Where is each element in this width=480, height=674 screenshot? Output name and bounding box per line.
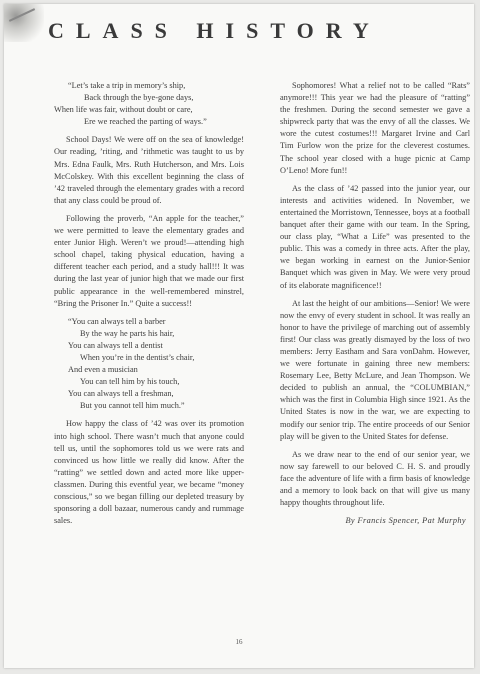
paragraph: How happy the class of ’42 was over its promotion into high school. There wasn’t much that anyone could tell us, until the sophomores told us we were rats and convinced us how little we really did know. After the “ratting” we settled down and acted more like upper-classmen. During this eventful year, we became “money conscious,” so we began filling our depleted treasury by sponsoring a doll bazaar, numerous candy and rummage sales. bbox=[54, 419, 244, 526]
poem-line: But you cannot tell him much.” bbox=[80, 401, 185, 411]
page-title: CLASS HISTORY bbox=[48, 18, 381, 43]
paragraph: School Days! We were off on the sea of knowledge! Our reading, ’riting, and ’rithmetic was taught to us by Mrs. Edna Faulk, Mrs. Ruth Hutcherson, and Mrs. Lois McColskey. With this excellent beginning the class of ’42 traveled through the elementary grades with a record that any class could be proud of. bbox=[54, 135, 244, 205]
paragraph: Sophomores! What a relief not to be called “Rats” anymore!!! This year we had the pleasure of “ratting” the freshmen. During the second semester we gave a shipwreck party that was the envy of all the classes. We wore the cutest costumes!!! Margaret Irvine and Carl Tim Furlow won the prize for the cleverest costumes. The school year closed with a huge picnic at Camp O’Leno! More fun!! bbox=[280, 81, 470, 175]
corner-stamp-mark bbox=[4, 4, 44, 42]
right-column bbox=[280, 80, 470, 527]
poem-line: By the way he parts his hair, bbox=[80, 328, 175, 338]
poem-line: When life was fair, without doubt or care, bbox=[54, 105, 193, 115]
left-column bbox=[54, 80, 244, 533]
poem-line: Ere we reached the parting of ways.” bbox=[84, 117, 207, 127]
paragraph: As the class of ’42 passed into the junior year, our interests and activities widened. In November, we entertained the Morristown, Tennessee, boys at a football banquet after their game with our team. In the Spring, our class play, “What a Life” was presented to the public. This was a comedy in three acts. After the play, we began working in earnest on the Junior-Senior Banquet which was given in May. We were very proud of its elaborate magnificence!! bbox=[280, 183, 470, 290]
poem-line: “Let’s take a trip in memory’s ship, bbox=[68, 81, 186, 90]
poem-line: You can tell him by his touch, bbox=[80, 377, 180, 387]
paragraph: Following the proverb, “An apple for the teacher,” we were permitted to leave the elementary grades and enter Junior High. Weren’t we proud!—attending high school chapel, taking physical education, having a different teacher each period, and a study hall!!! It was during the last year of junior high that we made our first public appearance in the well-remembered minstrel, “Bring the Prisoner In.” Quite a success!! bbox=[54, 213, 244, 308]
poem-line: Back through the bye-gone days, bbox=[84, 93, 194, 103]
second-poem bbox=[54, 316, 244, 413]
paragraph: As we draw near to the end of our senior year, we now say farewell to our beloved C. H. S. and proudly face the adventure of life with a firm basis of knowledge and a memory to look back on that will give us many happy thoughts throughout life. bbox=[280, 449, 470, 508]
poem-line: You can always tell a freshman, bbox=[68, 389, 174, 399]
poem-line: You can always tell a dentist bbox=[68, 340, 163, 350]
yearbook-page bbox=[4, 4, 474, 668]
opening-poem bbox=[54, 80, 244, 128]
poem-line: When you’re in the dentist’s chair, bbox=[80, 352, 195, 362]
poem-line: “You can always tell a barber bbox=[68, 316, 166, 326]
paragraph: At last the height of our ambitions—Senior! We were now the envy of every student in school. It was really an honor to have the privilege of marching out of assembly first! Our class was greatly dismayed by the loss of two members: Jerry Eastham and Sara vonDahm. However, we were fortunate in gaining three new members: Rosemary Lee, Betty McLure, and Jean Thompson. We decided to publish an annual, the “COLUMBIAN,” which was the first in Columbia High since 1921. As the United States is now in the war, we are expecting to modify our senior trip. The entire proceeds of our Senior play will be given to the United States for defense. bbox=[280, 298, 470, 441]
poem-line: And even a musician bbox=[68, 365, 138, 375]
page-number: 16 bbox=[235, 638, 243, 646]
author-signature: By Francis Spencer, Pat Murphy bbox=[345, 516, 466, 526]
